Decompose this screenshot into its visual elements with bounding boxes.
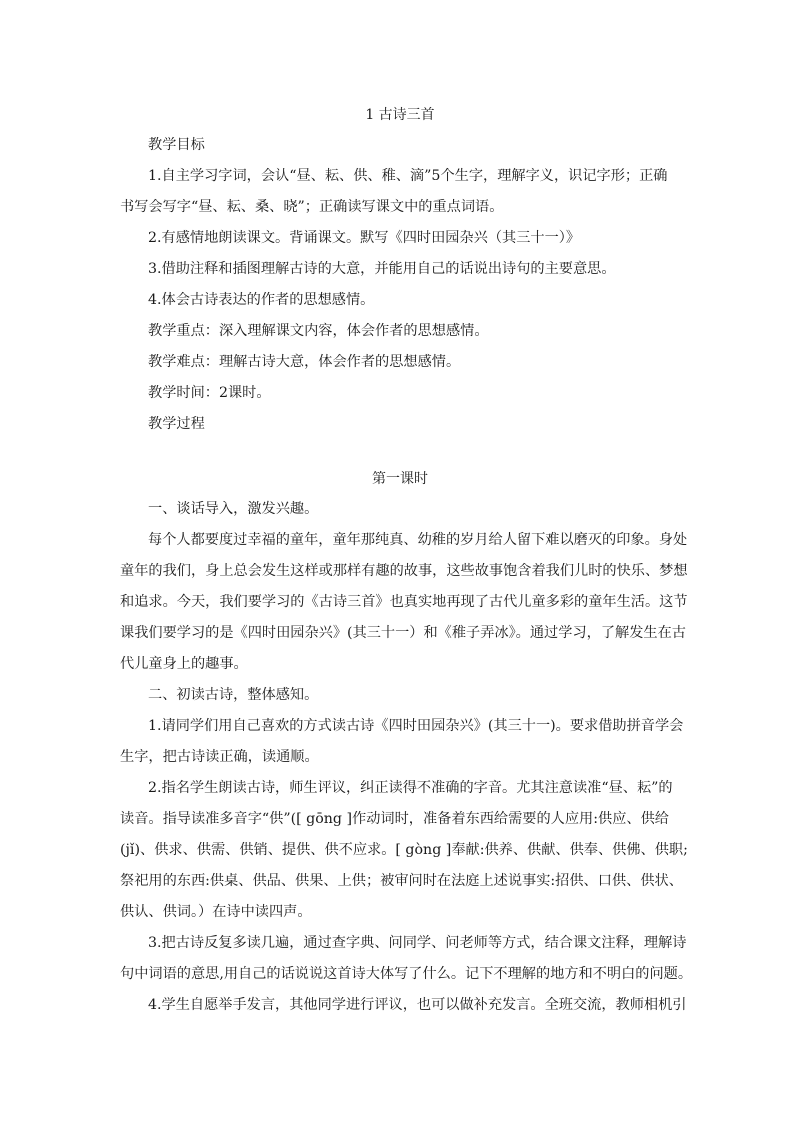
section-2-item-4 (120, 990, 687, 1021)
objective-1 (120, 161, 680, 223)
section-1-line-2: 童年的我们，身上总会发生这样或那样有趣的故事，这些故事饱含着我们儿时的快乐、梦想 (120, 563, 688, 579)
objectives-heading: 教学目标 (148, 137, 205, 153)
section-1-line-3: 和追求。今天，我们要学习的《古诗三首》也真实地再现了古代儿童多彩的童年生活。这节 (120, 594, 688, 610)
section-2-item-1-line-2: 生字，把古诗读正确，读通顺。 (120, 749, 319, 765)
document-body (120, 100, 693, 1021)
difficulties: 教学难点：理解古诗大意，体会作者的思想感情。 (148, 354, 461, 370)
section-2-item-4-line-1: 4.学生自愿举手发言，其他同学进行评议，也可以做补充发言。全班交流，教师相机引 (148, 997, 687, 1013)
section-2-item-3-line-1: 3.把古诗反复多读几遍，通过查字典、问同学、问老师等方式，结合课文注释，理解诗 (148, 935, 687, 951)
section-2-item-2 (120, 773, 688, 928)
section-1-heading: 一、谈话导入，激发兴趣。 (148, 501, 319, 517)
section-2-item-2-line-2: 读音。指导读准多音字“供”([ gōng ]作动词时，准备着东西给需要的人应用:供应、供给 (120, 811, 669, 827)
teaching-time: 教学时间：2课时。 (148, 385, 271, 401)
section-2-heading: 二、初读古诗，整体感知。 (148, 687, 319, 703)
document-title: 1 古诗三首 (365, 107, 435, 123)
section-2-item-2-line-5: 供认、供词。）在诗中读四声。 (120, 904, 312, 920)
objective-1-line-1: 1.自主学习字词，会认“昼、耘、供、稚、滴”5个生字，理解字义，识记字形；正确 (148, 168, 668, 184)
section-2-item-3-line-2: 句中词语的意思,用自己的话说说这首诗大体写了什么。记下不理解的地方和不明白的问题。 (120, 966, 693, 982)
section-2-item-2-line-1: 2.指名学生朗读古诗，师生评议，纠正读得不准确的字音。尤其注意读准“昼、耘”的 (148, 780, 673, 796)
lesson-1-title: 第一课时 (372, 471, 428, 487)
objective-3: 3.借助注释和插图理解古诗的大意，并能用自己的话说出诗句的主要意思。 (148, 261, 616, 277)
key-points: 教学重点：深入理解课文内容，体会作者的思想感情。 (148, 323, 489, 339)
section-2-item-1 (120, 711, 684, 773)
section-1-line-1: 每个人都要度过幸福的童年，童年那纯真、幼稚的岁月给人留下难以磨灭的印象。身处 (148, 532, 688, 548)
section-1-line-5: 代儿童身上的趣事。 (120, 656, 248, 672)
section-2-item-1-line-1: 1.请同学们用自己喜欢的方式读古诗《四时田园杂兴》(其三十一)。要求借助拼音学会 (148, 718, 684, 734)
section-1-line-4: 课我们要学习的是《四时田园杂兴》(其三十一）和《稚子弄冰》。通过学习，了解发生在古 (120, 625, 686, 641)
section-2-item-2-line-4: 祭祀用的东西:供桌、供品、供果、上供；被审问时在法庭上述说事实:招供、口供、供状、 (120, 873, 683, 889)
process-heading: 教学过程 (148, 416, 205, 432)
objective-1-line-2: 书写会写字“昼、耘、桑、晓”；正确读写课文中的重点词语。 (120, 199, 504, 215)
section-1-paragraph (120, 525, 688, 680)
objective-2: 2.有感情地朗读课文。背诵课文。默写《四时田园杂兴（其三十一）》 (148, 230, 581, 246)
section-2-item-3 (120, 928, 693, 990)
spacer (120, 440, 680, 464)
section-2-item-2-line-3: (jǐ)、供求、供需、供销、提供、供不应求。[ gòng ]奉献:供养、供献、供奉、供佛、供职; (120, 842, 688, 858)
objective-4: 4.体会古诗表达的作者的思想感情。 (148, 292, 375, 308)
